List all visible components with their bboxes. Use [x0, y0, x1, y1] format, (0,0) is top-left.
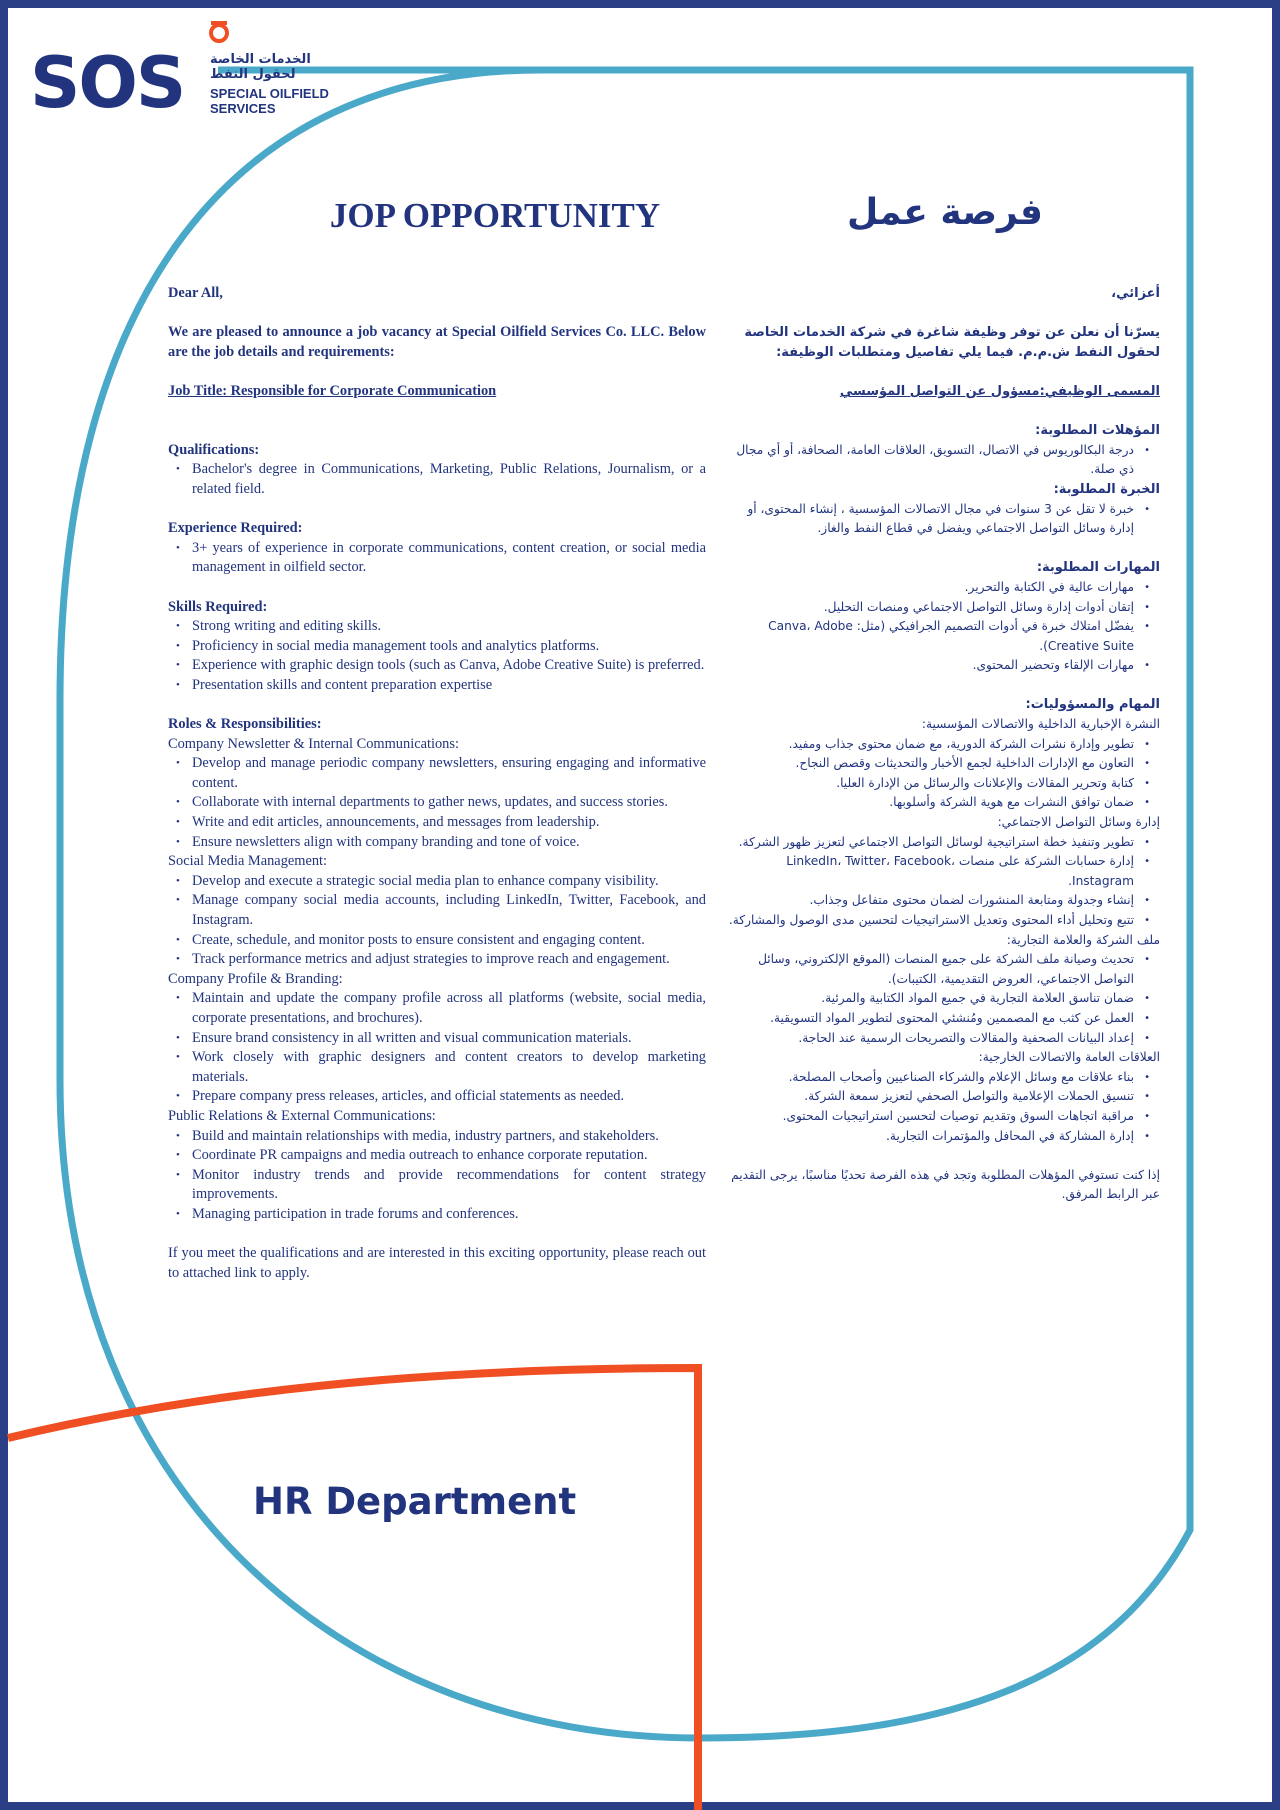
list-item: • Prepare company press releases, articles, and official statements as needed.	[192, 1087, 706, 1107]
list-item: • تطوير وتنفيذ خطة استراتيجية لوسائل التواصل الاجتماعي لتعزيز ظهور الشركة.	[726, 833, 1134, 853]
logo-drop-icon	[206, 18, 232, 44]
list-item: • Proficiency in social media management tools and analytics platforms.	[192, 637, 706, 657]
social-media-list	[168, 872, 706, 970]
greeting-arabic: أعزائي،	[1111, 286, 1160, 301]
closing-paragraph: If you meet the qualifications and are interested in this exciting opportunity, please reach out to attached link to apply.	[168, 1245, 706, 1281]
list-item: • يفضّل امتلاك خبرة في أدوات التصميم الجرافيكي (مثل: Canva، Adobe Creative Suite).	[726, 617, 1134, 656]
list-item: • 3+ years of experience in corporate communications, content creation, or social media management in oilfield sector.	[192, 539, 706, 578]
newsletter-list	[168, 754, 706, 852]
skills-list-arabic	[726, 578, 1160, 676]
english-column	[168, 284, 706, 1283]
section-heading: Qualifications:	[168, 441, 260, 458]
qualifications-list	[168, 460, 706, 499]
list-item: • Manage company social media accounts, including LinkedIn, Twitter, Facebook, and Instagram.	[192, 891, 706, 930]
list-item: • Track performance metrics and adjust strategies to improve reach and engagement.	[192, 950, 706, 970]
list-item: • التعاون مع الإدارات الداخلية لجمع الأخبار والتحديثات وقصص النجاح.	[726, 754, 1134, 774]
experience-list	[168, 539, 706, 578]
qualifications-list-arabic	[726, 441, 1160, 480]
company-logo	[30, 14, 350, 124]
list-item: • Ensure brand consistency in all written and visual communication materials.	[192, 1029, 706, 1049]
closing-paragraph-arabic: إذا كنت تستوفي المؤهلات المطلوبة وتجد في هذه الفرصة تحديًا مناسبًا، يرجى التقديم عبر الرابط المرفق.	[731, 1167, 1160, 1202]
list-item: • مراقبة اتجاهات السوق وتقديم توصيات لتحسين استراتيجيات المحتوى.	[726, 1107, 1134, 1127]
subsection-title: ملف الشركة والعلامة التجارية:	[1006, 932, 1160, 947]
arabic-column	[726, 284, 1160, 1205]
list-item: • Write and edit articles, announcements, and messages from leadership.	[192, 813, 706, 833]
branding-list	[168, 989, 706, 1107]
list-item: • Coordinate PR campaigns and media outreach to enhance corporate reputation.	[192, 1146, 706, 1166]
branding-list-arabic	[726, 950, 1160, 1048]
newsletter-list-arabic	[726, 735, 1160, 813]
list-item: • كتابة وتحرير المقالات والإعلانات والرسائل من الإدارة العليا.	[726, 774, 1134, 794]
list-item: • Strong writing and editing skills.	[192, 617, 706, 637]
list-item: • إنشاء وجدولة ومتابعة المنشورات لضمان محتوى متفاعل وجذاب.	[726, 891, 1134, 911]
list-item: • Bachelor's degree in Communications, Marketing, Public Relations, Journalism, or a related field.	[192, 460, 706, 499]
list-item: • تنسيق الحملات الإعلامية والتواصل الصحفي لتعزيز سمعة الشركة.	[726, 1087, 1134, 1107]
section-heading: المؤهلات المطلوبة:	[1035, 423, 1160, 439]
page-title-english: JOP OPPORTUNITY	[329, 196, 661, 235]
list-item: • Maintain and update the company profile across all platforms (website, social media, corporate presentations, and brochures).	[192, 989, 706, 1028]
list-item: • Develop and manage periodic company newsletters, ensuring engaging and informative content.	[192, 754, 706, 793]
list-item: • إعداد البيانات الصحفية والمقالات والتصريحات الرسمية عند الحاجة.	[726, 1029, 1134, 1049]
list-item: • تحديث وصيانة ملف الشركة على جميع المنصات (الموقع الإلكتروني، وسائل التواصل الاجتماعي، العروض التقديمية، الكتيبات).	[726, 950, 1134, 989]
list-item: • مهارات عالية في الكتابة والتحرير.	[726, 578, 1134, 598]
list-item: • Work closely with graphic designers and content creators to develop marketing materials.	[192, 1048, 706, 1087]
list-item: • خبرة لا تقل عن 3 سنوات في مجال الاتصالات المؤسسية ، إنشاء المحتوى، أو إدارة وسائل التواصل الاجتماعي ويفضل في قطاع النفط والغاز.	[726, 500, 1134, 539]
page-title-arabic: فرصة عمل	[847, 192, 1043, 233]
list-item: • تتبع وتحليل أداء المحتوى وتعديل الاستراتيجيات لتحسين مدى الوصول والمشاركة.	[726, 911, 1134, 931]
list-item: • إدارة المشاركة في المحافل والمؤتمرات التجارية.	[726, 1127, 1134, 1147]
logo-brand: SOS	[30, 42, 185, 124]
list-item: • Monitor industry trends and provide recommendations for content strategy improvements.	[192, 1166, 706, 1205]
skills-list	[168, 617, 706, 695]
subsection-title: النشرة الإخبارية الداخلية والاتصالات المؤسسية:	[921, 717, 1160, 732]
subsection-title: Public Relations & External Communications:	[168, 1107, 436, 1124]
list-item: • Build and maintain relationships with media, industry partners, and stakeholders.	[192, 1127, 706, 1147]
section-heading: Experience Required:	[168, 520, 303, 537]
public-relations-list-arabic	[726, 1068, 1160, 1146]
subsection-title: Company Newsletter & Internal Communications:	[168, 735, 459, 752]
section-heading: المهام والمسؤوليات:	[1025, 697, 1160, 713]
list-item: • درجة البكالوريوس في الاتصال، التسويق، العلاقات العامة، الصحافة، أو أي مجال ذي صلة.	[726, 441, 1134, 480]
list-item: • Collaborate with internal departments to gather news, updates, and success stories.	[192, 793, 706, 813]
section-heading: المهارات المطلوبة:	[1036, 560, 1160, 576]
hr-department-label: HR Department	[253, 1480, 577, 1523]
subsection-title: إدارة وسائل التواصل الاجتماعي:	[997, 815, 1160, 830]
list-item: • تطوير وإدارة نشرات الشركة الدورية، مع ضمان محتوى جذاب ومفيد.	[726, 735, 1134, 755]
subsection-title: Company Profile & Branding:	[168, 970, 343, 987]
subsection-title: Social Media Management:	[168, 853, 328, 870]
list-item: • Managing participation in trade forums and conferences.	[192, 1205, 706, 1225]
list-item: • Presentation skills and content preparation expertise	[192, 676, 706, 696]
logo-english-name: SPECIAL OILFIELD SERVICES	[210, 86, 329, 116]
list-item: • Create, schedule, and monitor posts to ensure consistent and engaging content.	[192, 931, 706, 951]
list-item: • ضمان توافق النشرات مع هوية الشركة وأسلوبها.	[726, 793, 1134, 813]
social-media-list-arabic	[726, 833, 1160, 931]
list-item: • ضمان تناسق العلامة التجارية في جميع المواد الكتابية والمرئية.	[726, 989, 1134, 1009]
list-item: • Develop and execute a strategic social media plan to enhance company visibility.	[192, 872, 706, 892]
public-relations-list	[168, 1127, 706, 1225]
section-heading: Skills Required:	[168, 598, 268, 615]
experience-list-arabic	[726, 500, 1160, 539]
intro-paragraph: We are pleased to announce a job vacancy at Special Oilfield Services Co. LLC. Below are the job details and requirements:	[168, 324, 706, 360]
list-item: • مهارات الإلقاء وتحضير المحتوى.	[726, 656, 1134, 676]
list-item: • إدارة حسابات الشركة على منصات LinkedIn، Twitter، Facebook، Instagram.	[726, 852, 1134, 891]
list-item: • العمل عن كثب مع المصممين ومُنشئي المحتوى لتطوير المواد التسويقية.	[726, 1009, 1134, 1029]
list-item: • إتقان أدوات إدارة وسائل التواصل الاجتماعي ومنصات التحليل.	[726, 598, 1134, 618]
intro-paragraph-arabic: يسرّنا أن نعلن عن توفر وظيفة شاغرة في شركة الخدمات الخاصة لحقول النفط ش.م.م. فيما يلي تفاصيل ومتطلبات الوظيفة:	[744, 325, 1160, 360]
subsection-title: العلاقات العامة والاتصالات الخارجية:	[978, 1050, 1160, 1065]
list-item: • Experience with graphic design tools (such as Canva, Adobe Creative Suite) is preferred.	[192, 656, 706, 676]
list-item: • بناء علاقات مع وسائل الإعلام والشركاء الصناعيين وأصحاب المصلحة.	[726, 1068, 1134, 1088]
job-title-arabic: المسمى الوظيفي:مسؤول عن التواصل المؤسسي	[839, 383, 1160, 399]
job-title: Job Title: Responsible for Corporate Communication	[168, 382, 497, 399]
section-heading: الخبرة المطلوبة:	[1053, 481, 1160, 497]
list-item: • Ensure newsletters align with company branding and tone of voice.	[192, 833, 706, 853]
greeting: Dear All,	[168, 285, 223, 301]
logo-arabic-name: الخدمات الخاصة لحقول النفط	[210, 52, 311, 82]
section-heading: Roles & Responsibilities:	[168, 716, 322, 733]
